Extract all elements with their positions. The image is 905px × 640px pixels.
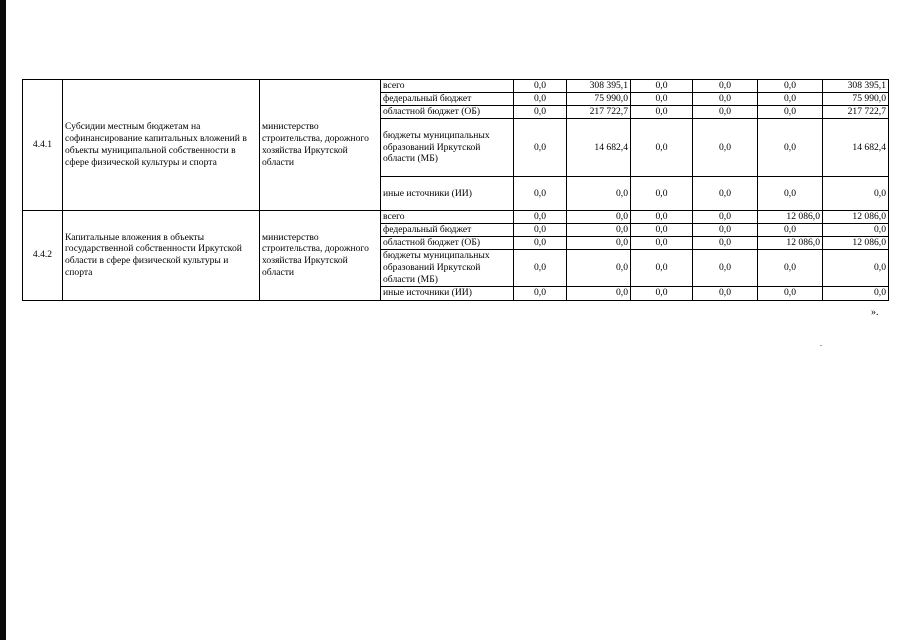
year-value: 0,0 xyxy=(514,224,567,237)
year-value: 0,0 xyxy=(758,286,823,300)
year-value: 0,0 xyxy=(514,177,567,211)
year-value: 0,0 xyxy=(758,119,823,177)
year-value: 0,0 xyxy=(514,211,567,224)
funding-source: областной бюджет (ОБ) xyxy=(381,106,514,119)
scan-edge-bar xyxy=(0,0,6,640)
total-value: 12 086,0 xyxy=(823,237,889,250)
item-name: Субсидии местным бюджетам на софинансирование капитальных вложений в объекты муниципальной собственности в сфере физической культуры и спорта xyxy=(63,80,260,211)
year-value: 0,0 xyxy=(693,224,758,237)
year-value: 0,0 xyxy=(514,80,567,93)
funding-source: иные источники (ИИ) xyxy=(381,177,514,211)
year-value: 0,0 xyxy=(758,106,823,119)
year-value: 0,0 xyxy=(693,80,758,93)
total-value: 0,0 xyxy=(823,224,889,237)
year-value: 217 722,7 xyxy=(567,106,631,119)
responsible-executor: министерство строительства, дорожного хозяйства Иркутской области xyxy=(260,211,381,301)
year-value: 0,0 xyxy=(514,250,567,287)
funding-source: бюджеты муниципальных образований Иркутской области (МБ) xyxy=(381,250,514,287)
year-value: 0,0 xyxy=(693,286,758,300)
year-value: 0,0 xyxy=(514,237,567,250)
year-value: 0,0 xyxy=(631,286,693,300)
total-value: 0,0 xyxy=(823,286,889,300)
year-value: 12 086,0 xyxy=(758,237,823,250)
item-name: Капитальные вложения в объекты государственной собственности Иркутской области в сфере физической культуры и спорта xyxy=(63,211,260,301)
year-value: 0,0 xyxy=(631,224,693,237)
total-value: 75 990,0 xyxy=(823,93,889,106)
funding-source: федеральный бюджет xyxy=(381,93,514,106)
funding-source: всего xyxy=(381,80,514,93)
total-value: 308 395,1 xyxy=(823,80,889,93)
funding-source: областной бюджет (ОБ) xyxy=(381,237,514,250)
year-value: 75 990,0 xyxy=(567,93,631,106)
year-value: 0,0 xyxy=(693,106,758,119)
year-value: 0,0 xyxy=(567,211,631,224)
funding-table xyxy=(22,79,889,301)
year-value: 0,0 xyxy=(631,80,693,93)
total-value: 12 086,0 xyxy=(823,211,889,224)
year-value: 0,0 xyxy=(567,237,631,250)
funding-source: федеральный бюджет xyxy=(381,224,514,237)
year-value: 0,0 xyxy=(758,93,823,106)
total-value: 14 682,4 xyxy=(823,119,889,177)
year-value: 0,0 xyxy=(631,119,693,177)
funding-source: всего xyxy=(381,211,514,224)
year-value: 0,0 xyxy=(514,106,567,119)
year-value: 0,0 xyxy=(514,119,567,177)
item-number: 4.4.1 xyxy=(23,80,63,211)
year-value: 0,0 xyxy=(514,286,567,300)
year-value: 0,0 xyxy=(693,177,758,211)
year-value: 308 395,1 xyxy=(567,80,631,93)
funding-source: бюджеты муниципальных образований Иркутской области (МБ) xyxy=(381,119,514,177)
year-value: 0,0 xyxy=(631,250,693,287)
table-row xyxy=(23,211,889,224)
year-value: 0,0 xyxy=(758,80,823,93)
year-value: 0,0 xyxy=(693,93,758,106)
year-value: 0,0 xyxy=(693,250,758,287)
closing-quote-mark: ». xyxy=(871,307,879,318)
year-value: 0,0 xyxy=(758,250,823,287)
funding-source: иные источники (ИИ) xyxy=(381,286,514,300)
year-value: 0,0 xyxy=(514,93,567,106)
total-value: 0,0 xyxy=(823,250,889,287)
year-value: 0,0 xyxy=(631,237,693,250)
item-number: 4.4.2 xyxy=(23,211,63,301)
year-value: 0,0 xyxy=(567,177,631,211)
year-value: 0,0 xyxy=(567,250,631,287)
year-value: 0,0 xyxy=(631,93,693,106)
stray-dot: . xyxy=(820,339,822,348)
year-value: 0,0 xyxy=(693,211,758,224)
year-value: 0,0 xyxy=(567,224,631,237)
year-value: 0,0 xyxy=(631,106,693,119)
responsible-executor: министерство строительства, дорожного хозяйства Иркутской области xyxy=(260,80,381,211)
year-value: 14 682,4 xyxy=(567,119,631,177)
total-value: 217 722,7 xyxy=(823,106,889,119)
year-value: 12 086,0 xyxy=(758,211,823,224)
year-value: 0,0 xyxy=(631,211,693,224)
table-row xyxy=(23,80,889,93)
year-value: 0,0 xyxy=(693,119,758,177)
year-value: 0,0 xyxy=(631,177,693,211)
year-value: 0,0 xyxy=(758,177,823,211)
total-value: 0,0 xyxy=(823,177,889,211)
year-value: 0,0 xyxy=(693,237,758,250)
year-value: 0,0 xyxy=(758,224,823,237)
year-value: 0,0 xyxy=(567,286,631,300)
